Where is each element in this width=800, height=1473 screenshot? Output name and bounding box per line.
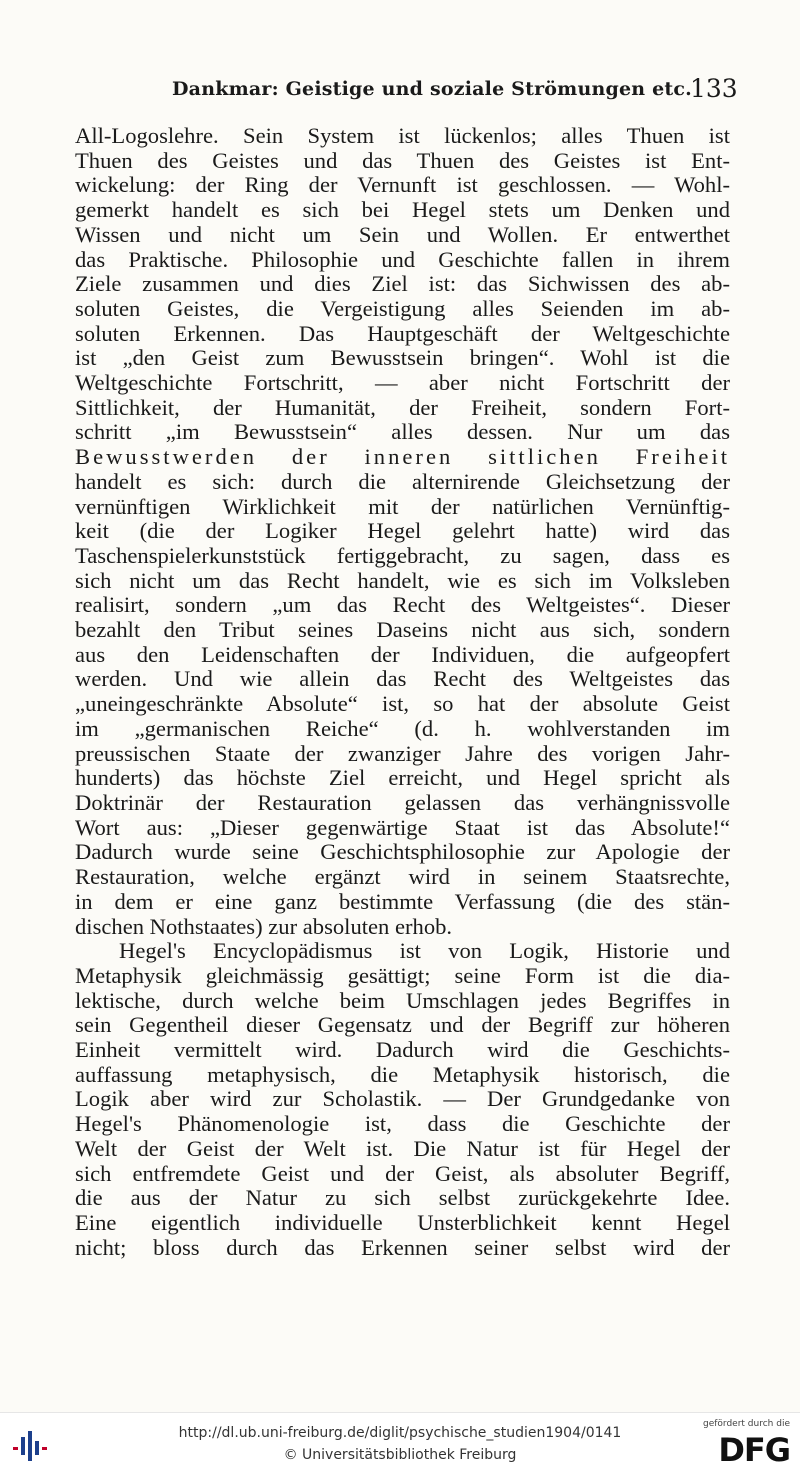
text-line: Metaphysik gleichmässig gesättigt; seine Form ist die dia- xyxy=(75,962,730,988)
text-line: bezahlt den Tribut seines Daseins nicht aus sich, sondern xyxy=(75,617,730,643)
dfg-logo: DFG xyxy=(718,1431,790,1469)
text-line: Wissen und nicht um Sein und Wollen. Er entwerthet xyxy=(75,221,730,247)
text-line: Hegel's Phänomenologie ist, dass die Geschichte der xyxy=(75,1111,730,1137)
text-line: in dem er eine ganz bestimmte Verfassung (die des stän- xyxy=(75,888,730,914)
text-line: sein Gegentheil dieser Gegensatz und der Begriff zur höheren xyxy=(75,1012,730,1038)
text-line: sich nicht um das Recht handelt, wie es sich im Volksleben xyxy=(75,567,730,593)
text-line: Doktrinär der Restauration gelassen das verhängnissvolle xyxy=(75,789,730,815)
text-line: nicht; bloss durch das Erkennen seiner selbst wird der xyxy=(75,1234,730,1260)
text-line: sich entfremdete Geist und der Geist, als absoluter Begriff, xyxy=(75,1160,730,1186)
text-line: realisirt, sondern „um das Recht des Weltgeistes“. Dieser xyxy=(75,592,730,618)
text-line: Logik aber wird zur Scholastik. — Der Grundgedanke von xyxy=(75,1086,730,1112)
text-line: vernünftigen Wirklichkeit mit der natürlichen Vernünftig- xyxy=(75,493,730,519)
text-line: Hegel's Encyclopädismus ist von Logik, Historie und xyxy=(119,938,730,964)
text-line: gemerkt handelt es sich bei Hegel stets um Denken und xyxy=(75,197,730,223)
text-line: Welt der Geist der Welt ist. Die Natur ist für Hegel der xyxy=(75,1135,730,1161)
text-line: Sittlichkeit, der Humanität, der Freiheit, sondern Fort- xyxy=(75,394,730,420)
text-line: Ziele zusammen und dies Ziel ist: das Sichwissen des ab- xyxy=(75,271,730,297)
text-line: werden. Und wie allein das Recht des Weltgeistes das xyxy=(75,666,730,692)
text-line: das Praktische. Philosophie und Geschichte fallen in ihrem xyxy=(75,246,730,272)
copyright-notice: © Universitätsbibliothek Freiburg xyxy=(283,1447,517,1463)
permalink-url[interactable]: http://dl.ub.uni-freiburg.de/diglit/psychische_studien1904/0141 xyxy=(178,1425,622,1441)
page-header xyxy=(0,74,800,108)
text-line: Bewusstwerden der inneren sittlichen Freiheit xyxy=(75,444,730,470)
running-head: Dankmar: Geistige und soziale Strömungen etc. xyxy=(172,78,692,100)
text-line: Einheit vermittelt wird. Dadurch wird die Geschichts- xyxy=(75,1037,730,1063)
text-line: Eine eigentlich individuelle Unsterblichkeit kennt Hegel xyxy=(75,1209,730,1235)
text-line: Dadurch wurde seine Geschichtsphilosophie zur Apologie der xyxy=(75,839,730,865)
text-line: All-Logoslehre. Sein System ist lückenlos; alles Thuen ist xyxy=(75,123,730,148)
text-line: handelt es sich: durch die alternirende Gleichsetzung der xyxy=(75,468,730,494)
text-line: schritt „im Bewusstsein“ alles dessen. Nur um das xyxy=(75,419,730,445)
text-line: keit (die der Logiker Hegel gelehrt hatte) wird das xyxy=(75,518,730,544)
text-line: Thuen des Geistes und das Thuen des Geistes ist Ent- xyxy=(75,147,730,173)
text-line: hunderts) das höchste Ziel erreicht, und Hegel spricht als xyxy=(75,765,730,791)
text-line: Wort aus: „Dieser gegenwärtige Staat ist das Absolute!“ xyxy=(75,814,730,840)
text-line: ist „den Geist zum Bewusstsein bringen“. Wohl ist die xyxy=(75,345,730,371)
text-line: wickelung: der Ring der Vernunft ist geschlossen. — Wohl- xyxy=(75,172,730,198)
text-line: lektische, durch welche beim Umschlagen jedes Begriffes in xyxy=(75,987,730,1013)
dfg-funding-label: gefördert durch die xyxy=(703,1419,790,1429)
text-line: dischen Nothstaates) zur absoluten erhob. xyxy=(75,913,453,939)
text-line: Taschenspielerkunststück fertiggebracht, zu sagen, dass es xyxy=(75,542,730,568)
text-line: die aus der Natur zu sich selbst zurückgekehrte Idee. xyxy=(75,1185,730,1211)
text-line: preussischen Staate der zwanziger Jahre des vorigen Jahr- xyxy=(75,740,730,766)
viewer-footer xyxy=(0,1412,800,1473)
text-line: soluten Geistes, die Vergeistigung alles Seienden im ab- xyxy=(75,295,730,321)
text-line: Restauration, welche ergänzt wird in seinem Staatsrechte, xyxy=(75,864,730,890)
text-line: Weltgeschichte Fortschritt, — aber nicht Fortschritt der xyxy=(75,370,730,396)
text-line: aus den Leidenschaften der Individuen, die aufgeopfert xyxy=(75,641,730,667)
text-line: im „germanischen Reiche“ (d. h. wohlverstanden im xyxy=(75,715,730,741)
body-text xyxy=(75,124,730,1260)
text-line: auffassung metaphysisch, die Metaphysik historisch, die xyxy=(75,1061,730,1087)
page-number: 133 xyxy=(690,74,738,103)
text-line: „uneingeschränkte Absolute“ ist, so hat der absolute Geist xyxy=(75,691,730,717)
text-line: soluten Erkennen. Das Hauptgeschäft der Weltgeschichte xyxy=(75,320,730,346)
